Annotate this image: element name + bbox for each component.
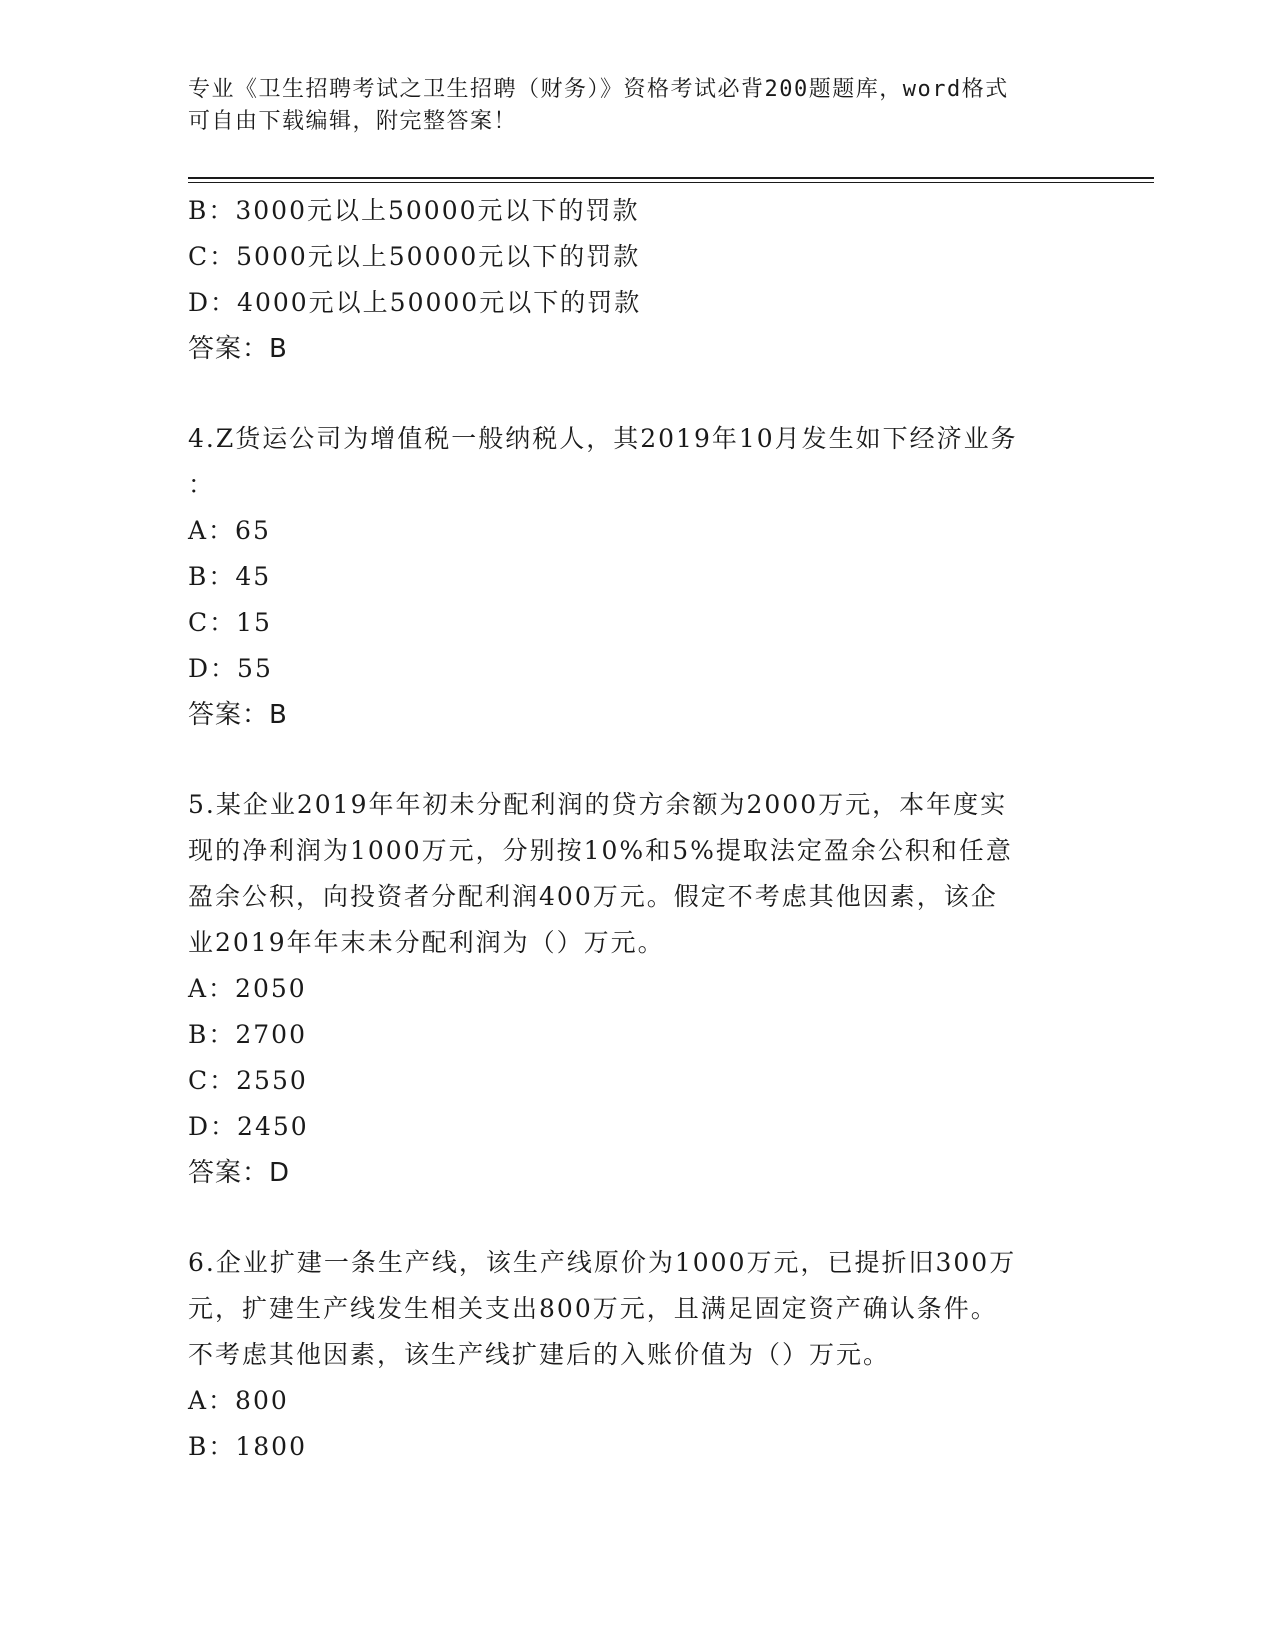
question-5: [188, 782, 1088, 1196]
question-stem-line: 元，扩建生产线发生相关支出800万元，且满足固定资产确认条件。: [188, 1294, 998, 1323]
option-d: D：55: [188, 654, 273, 683]
option-d: D：4000元以上50000元以下的罚款: [188, 288, 642, 317]
question-stem-line: 不考虑其他因素，该生产线扩建后的入账价值为（）万元。: [188, 1340, 891, 1369]
question-stem-line: 5.某企业2019年年初未分配利润的贷方余额为2000万元，本年度实: [188, 790, 1008, 819]
question-stem-line: 4.Z货运公司为增值税一般纳税人，其2019年10月发生如下经济业务: [188, 424, 1018, 453]
option-c: C：5000元以上50000元以下的罚款: [188, 242, 641, 271]
option-b: B：45: [188, 562, 272, 591]
option-a: A：800: [188, 1386, 289, 1415]
question-stem-line: 6.企业扩建一条生产线，该生产线原价为1000万元，已提折旧300万: [188, 1248, 1017, 1277]
answer-line: 答案：B: [188, 334, 288, 364]
header-line-1: 专业《卫生招聘考试之卫生招聘（财务）》资格考试必背200题题库，word格式: [188, 77, 1009, 102]
question-stem-line: 现的净利润为1000万元，分别按10%和5%提取法定盈余公积和任意: [188, 836, 1013, 865]
option-c: C：15: [188, 608, 272, 637]
option-c: C：2550: [188, 1066, 308, 1095]
option-a: A：65: [188, 516, 271, 545]
question-stem-line: ：: [188, 470, 216, 499]
header-divider-thick: [188, 177, 1154, 179]
option-b: B：1800: [188, 1432, 307, 1461]
question-stem-line: 业2019年年末未分配利润为（）万元。: [188, 928, 665, 957]
header-line-2: 可自由下载编辑，附完整答案！: [188, 109, 518, 134]
question-stem-line: 盈余公积，向投资者分配利润400万元。假定不考虑其他因素，该企: [188, 882, 998, 911]
option-a: A：2050: [188, 974, 307, 1003]
spacer: [188, 372, 1088, 416]
option-d: D：2450: [188, 1112, 309, 1141]
header-divider-thin: [188, 182, 1154, 183]
option-b: B：2700: [188, 1020, 307, 1049]
question-4: [188, 416, 1088, 738]
question-6: [188, 1240, 1088, 1470]
spacer: [188, 738, 1088, 782]
answer-line: 答案：B: [188, 700, 288, 730]
option-b: B：3000元以上50000元以下的罚款: [188, 196, 640, 225]
spacer: [188, 1196, 1088, 1240]
answer-line: 答案：D: [188, 1158, 291, 1188]
question-list: [188, 188, 1088, 1470]
document-header: [188, 74, 1088, 138]
question-3: [188, 188, 1088, 372]
